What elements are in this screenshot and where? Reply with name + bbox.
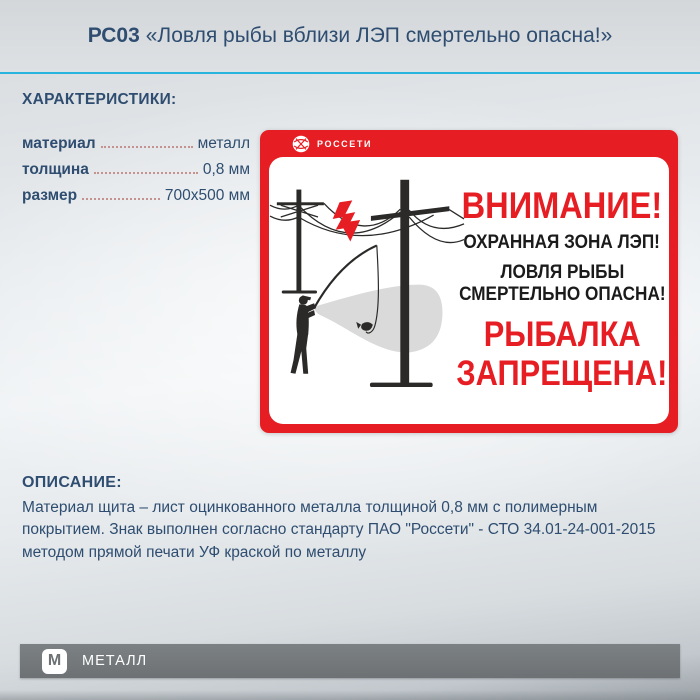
material-label: МЕТАЛЛ bbox=[82, 653, 148, 669]
sign-line-forbidden: ЗАПРЕЩЕНА! bbox=[456, 353, 668, 393]
sign-line-rybalka: РЫБАЛКА bbox=[483, 314, 641, 354]
sign-preview bbox=[260, 130, 678, 433]
rosseti-globe-icon bbox=[292, 135, 310, 153]
table-row bbox=[22, 157, 250, 183]
dotted-leader bbox=[101, 146, 193, 148]
rosseti-logo bbox=[292, 135, 372, 153]
table-row bbox=[22, 131, 250, 157]
product-title: «Ловля рыбы вблизи ЛЭП смертельно опасна!» bbox=[145, 24, 613, 47]
sign-line-deadly: СМЕРТЕЛЬНО ОПАСНА! bbox=[458, 282, 666, 305]
characteristics-table bbox=[22, 131, 250, 209]
char-value-size: 700х500 мм bbox=[164, 187, 250, 204]
product-code: РС03 bbox=[87, 24, 140, 47]
char-label-size: размер bbox=[22, 187, 78, 204]
sign-line-attention: ВНИМАНИЕ! bbox=[461, 184, 663, 226]
char-value-material: металл bbox=[197, 135, 250, 152]
sign-line-zone: ОХРАННАЯ ЗОНА ЛЭП! bbox=[463, 230, 661, 253]
rosseti-logo-label: РОССЕТИ bbox=[317, 138, 373, 149]
page-header bbox=[0, 0, 700, 74]
sign-illustration bbox=[269, 157, 465, 424]
description-text: Материал щита – лист оцинкованного металла толщиной 0,8 мм с полимерным покрытием. Знак выполнен согласно стандарту ПАО "Россети" - СТО 34.01-24-001-2015 методом прямой печати УФ краской по металлу bbox=[22, 499, 656, 561]
dotted-leader bbox=[94, 172, 198, 174]
char-label-thickness: толщина bbox=[22, 161, 89, 178]
sign-brand-band bbox=[260, 130, 678, 157]
sign-line-fishing: ЛОВЛЯ РЫБЫ bbox=[500, 260, 624, 283]
page-title bbox=[88, 24, 613, 48]
char-value-thickness: 0,8 мм bbox=[202, 161, 250, 178]
table-row bbox=[22, 183, 250, 209]
sign-inner-panel bbox=[269, 157, 669, 424]
fisherman-powerline-illustration bbox=[269, 157, 465, 424]
sign-text-block bbox=[456, 157, 669, 424]
char-label-material: материал bbox=[22, 135, 96, 152]
dotted-leader bbox=[82, 198, 160, 200]
description-heading: ОПИСАНИЕ: bbox=[22, 474, 122, 491]
metal-material-icon: М bbox=[42, 649, 67, 674]
material-bar bbox=[20, 644, 680, 678]
characteristics-heading: ХАРАКТЕРИСТИКИ: bbox=[22, 91, 177, 108]
